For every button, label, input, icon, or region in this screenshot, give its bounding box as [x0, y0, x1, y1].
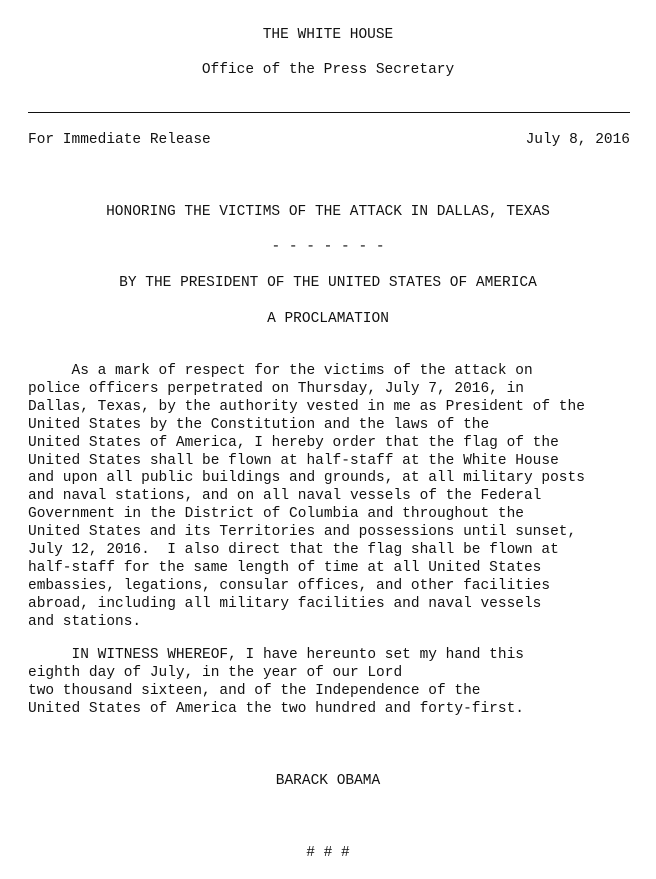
title-separator: - - - - - - -: [271, 239, 385, 255]
witness-paragraph: IN WITNESS WHEREOF, I have hereunto set my hand this eighth day of July, in the year of our Lord two thousand sixteen, and of the Independence of the United States of America the two hundred and forty-first.: [28, 647, 524, 717]
header-divider: [28, 112, 630, 113]
proclamation-paragraph-1: As a mark of respect for the victims of the attack on police officers perpetrated on Thursday, July 7, 2016, in Dallas, Texas, by the authority vested in me as President of the United States by the Constitution and the laws of the United States of America, I hereby order that the flag of the United States shall be flown at half-staff at the White House and upon all public buildings and grounds, at all military posts and naval stations, and on all naval vessels of the Federal Government in the District of Columbia and throughout the United States and its Territories and possessions until sunset, July 12, 2016. I also direct that the flag shall be flown at half-staff for the same length of time at all United States embassies, legations, consular offices, and other facilities abroad, including all military facilities and naval vessels and stations.: [28, 363, 585, 630]
release-label: For Immediate Release: [28, 132, 211, 148]
agency-heading: THE WHITE HOUSE: [262, 27, 394, 43]
signature: BARACK OBAMA: [275, 773, 381, 789]
release-row: [28, 131, 630, 203]
proclamation-title: HONORING THE VICTIMS OF THE ATTACK IN DALLAS, TEXAS: [106, 204, 550, 220]
office-heading: Office of the Press Secretary: [201, 62, 455, 78]
byline: BY THE PRESIDENT OF THE UNITED STATES OF AMERICA: [119, 275, 537, 291]
release-date: July 8, 2016: [525, 132, 630, 148]
document-type: A PROCLAMATION: [267, 311, 389, 327]
end-mark: # # #: [306, 845, 350, 861]
